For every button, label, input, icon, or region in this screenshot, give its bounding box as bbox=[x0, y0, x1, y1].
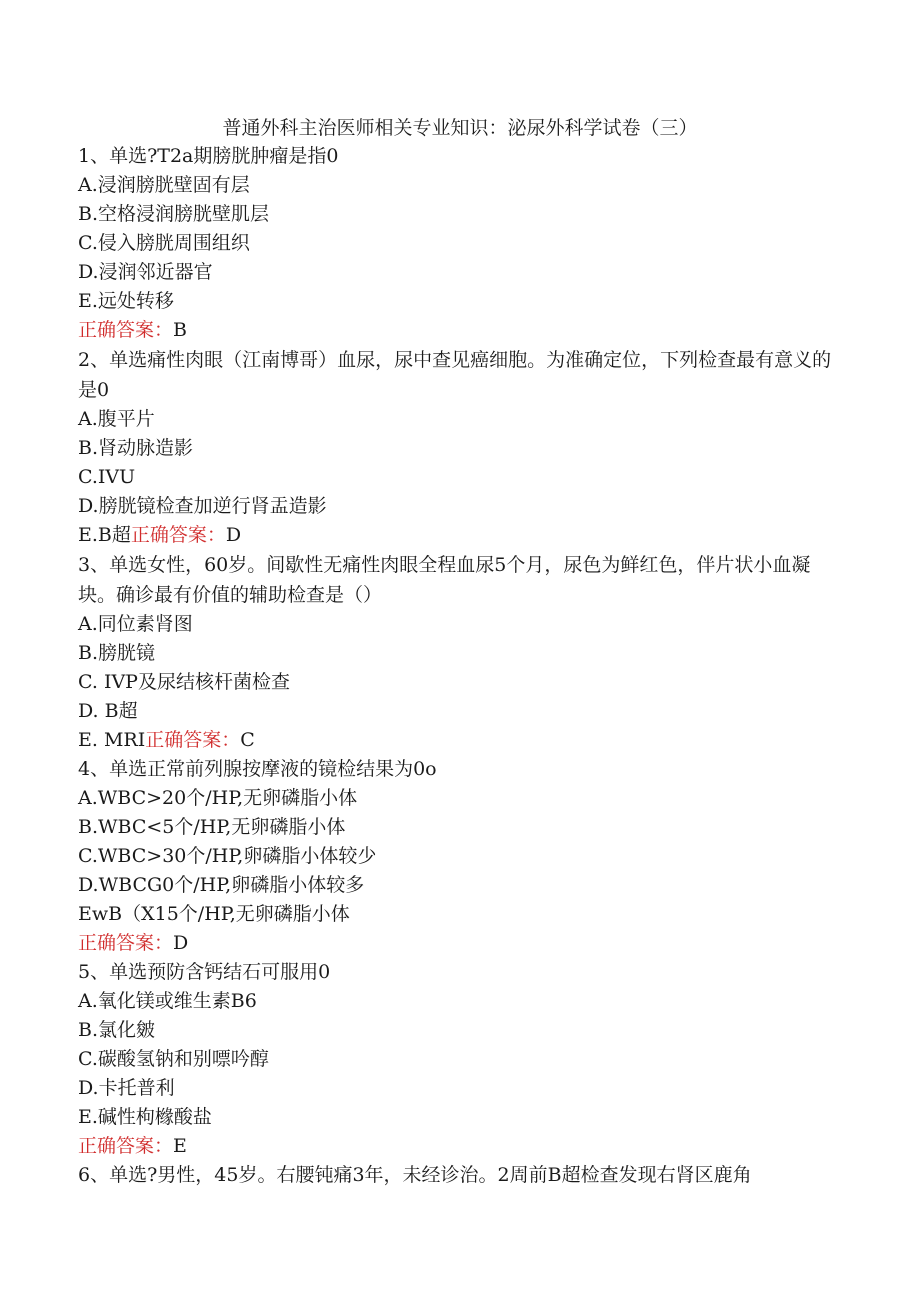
option-line: A.WBC>20个/HP,无卵磷脂小体 bbox=[78, 787, 358, 809]
question-stem: 2、单选痛性肉眼（江南博哥）血尿，尿中查见癌细胞。为准确定位，下列检查最有意义的是0 bbox=[78, 349, 832, 401]
question-stem: 4、单选正常前列腺按摩液的镜检结果为0o bbox=[78, 758, 437, 780]
option-line: C.WBC>30个/HP,卵磷脂小体较少 bbox=[78, 845, 377, 867]
option-line: E. MRI bbox=[78, 729, 146, 751]
option-line: C.侵入膀胱周围组织 bbox=[78, 232, 250, 254]
option-line: A.氧化镁或维生素B6 bbox=[78, 990, 257, 1012]
answer-label: 正确答案： bbox=[78, 319, 174, 341]
answer-value: C bbox=[240, 729, 255, 751]
option-line: B.肾动脉造影 bbox=[78, 437, 194, 459]
option-line: C.IVU bbox=[78, 466, 136, 488]
option-line: B.WBC<5个/HP,无卵磷脂小体 bbox=[78, 816, 346, 838]
answer-label: 正确答案： bbox=[78, 932, 174, 954]
option-answer-line bbox=[78, 726, 848, 755]
question-list bbox=[78, 142, 848, 1190]
option-line: C.碳酸氢钠和别嘌吟醇 bbox=[78, 1048, 269, 1070]
option-line: E.远处转移 bbox=[78, 290, 174, 312]
option-line: A.腹平片 bbox=[78, 408, 155, 430]
answer-label: 正确答案： bbox=[130, 524, 226, 546]
document-title: 普通外科主治医师相关专业知识：泌尿外科学试卷（三） bbox=[222, 117, 698, 139]
question-stem: 5、单选预防含钙结石可服用0 bbox=[78, 961, 331, 983]
option-line: B.膀胱镜 bbox=[78, 642, 156, 664]
option-line: D.WBCG0个/HP,卵磷脂小体较多 bbox=[78, 874, 365, 896]
option-line: B.氯化皴 bbox=[78, 1019, 156, 1041]
option-answer-line bbox=[78, 521, 848, 550]
option-line: A.浸润膀胱壁固有层 bbox=[78, 174, 250, 196]
option-line: E.碱性枸橼酸盐 bbox=[78, 1106, 212, 1128]
option-line: C. IVP及尿结核杆菌检查 bbox=[78, 671, 290, 693]
answer-label: 正确答案： bbox=[145, 729, 241, 751]
answer-line bbox=[78, 929, 848, 958]
option-line: B.空格浸润膀胱壁肌层 bbox=[78, 203, 270, 225]
answer-value: E bbox=[173, 1135, 187, 1157]
answer-line bbox=[78, 1132, 848, 1161]
option-line: E.B超 bbox=[78, 524, 131, 546]
question-stem: 1、单选?T2a期膀胱肿瘤是指0 bbox=[78, 145, 339, 167]
answer-label: 正确答案： bbox=[78, 1135, 174, 1157]
option-line: A.同位素肾图 bbox=[78, 613, 193, 635]
question-stem: 3、单选女性，60岁。间歇性无痛性肉眼全程血尿5个月，尿色为鲜红色，伴片状小血凝块。确诊最有价值的辅助检查是（） bbox=[78, 554, 811, 606]
option-line: D.浸润邻近器官 bbox=[78, 261, 213, 283]
option-line: D.膀胱镜检查加逆行肾盂造影 bbox=[78, 495, 327, 517]
option-line: D. B超 bbox=[78, 700, 138, 722]
answer-value: B bbox=[173, 319, 187, 341]
option-line: D.卡托普利 bbox=[78, 1077, 175, 1099]
answer-value: D bbox=[173, 932, 189, 954]
question-stem: 6、单选?男性，45岁。右腰钝痛3年，未经诊治。2周前B超检查发现右肾区鹿角 bbox=[78, 1164, 752, 1186]
answer-value: D bbox=[225, 524, 242, 546]
answer-line bbox=[78, 316, 848, 345]
option-line: EwB（X15个/HP,无卵磷脂小体 bbox=[78, 903, 350, 925]
